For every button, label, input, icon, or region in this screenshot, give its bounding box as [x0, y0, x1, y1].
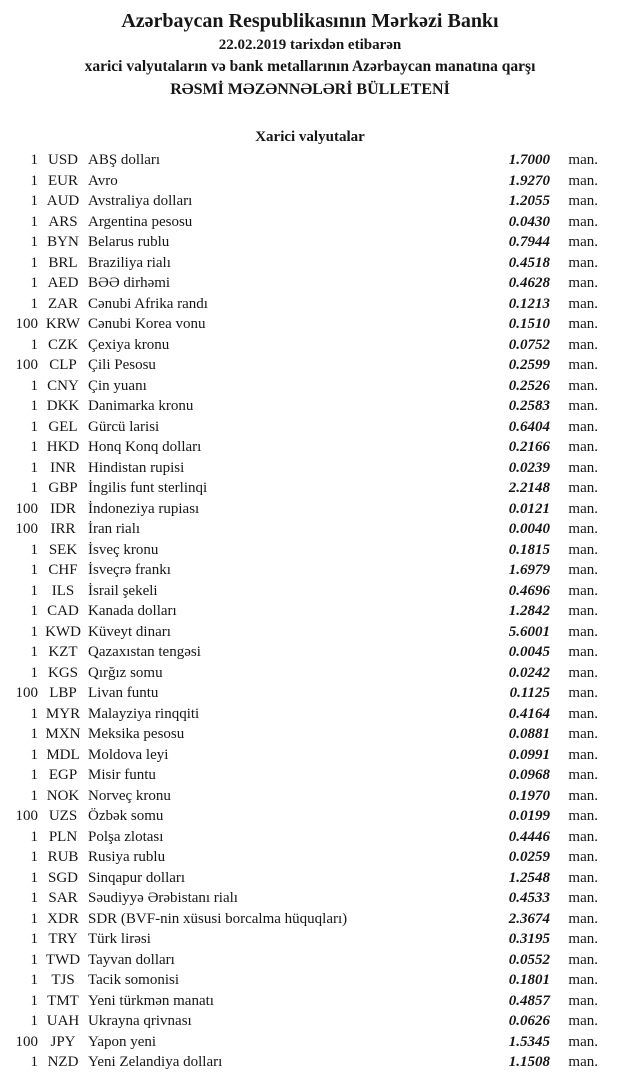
exchange-rates-table [0, 150, 620, 1073]
currency-code: SAR [48, 890, 78, 906]
table-row [0, 335, 598, 356]
currency-code: AUD [46, 193, 80, 209]
currency-name: Tacik somonisi [88, 972, 180, 988]
currency-name: Qazaxıstan tengəsi [88, 644, 201, 660]
currency-code: TWD [45, 951, 81, 968]
quantity-value: 1 [30, 992, 38, 1009]
unit-label: man. [568, 172, 598, 189]
currency-name: Kanada dolları [88, 603, 177, 619]
quantity-value: 1 [30, 275, 38, 291]
rate-value: 0.1213 [508, 295, 550, 312]
currency-name: İsrail şekeli [88, 582, 158, 599]
table-row [0, 868, 598, 889]
table-row [0, 806, 598, 827]
rate-value: 0.1510 [508, 316, 550, 332]
currency-code: GEL [48, 418, 78, 435]
currency-name: ABŞ dolları [88, 152, 161, 168]
currency-code: IRR [50, 521, 76, 537]
rate-value: 0.2583 [508, 398, 550, 414]
quantity-value: 1 [30, 951, 38, 968]
unit-label: man. [568, 623, 598, 640]
unit-label: man. [568, 644, 598, 660]
unit-label: man. [568, 541, 598, 558]
rate-value: 0.4696 [508, 582, 550, 599]
currency-code: ILS [51, 582, 75, 599]
currency-name: Çexiya kronu [88, 336, 170, 353]
unit-label: man. [568, 480, 598, 496]
currency-name: Rusiya rublu [88, 849, 166, 865]
quantity-value: 1 [30, 213, 38, 230]
table-row [0, 622, 598, 643]
rate-value: 0.4518 [508, 254, 550, 271]
rate-value: 0.1815 [508, 541, 550, 558]
unit-label: man. [568, 152, 598, 168]
currency-name: Səudiyyə Ərəbistanı rialı [88, 890, 238, 906]
rate-value: 0.3195 [508, 931, 550, 947]
quantity-value: 1 [30, 398, 38, 414]
unit-label: man. [568, 254, 598, 271]
table-row [0, 683, 598, 704]
quantity-value: 100 [15, 808, 38, 824]
unit-label: man. [568, 1054, 598, 1070]
currency-name: Honq Konq dolları [88, 439, 202, 455]
currency-name: Avro [88, 172, 118, 189]
unit-label: man. [568, 705, 598, 722]
unit-label: man. [568, 787, 598, 804]
unit-label: man. [568, 562, 598, 578]
unit-label: man. [568, 808, 598, 824]
table-row [0, 540, 598, 561]
currency-name: Sinqapur dolları [88, 869, 186, 886]
quantity-value: 1 [30, 1013, 38, 1029]
currency-code: ZAR [48, 295, 78, 312]
quantity-value: 1 [30, 172, 38, 189]
bulletin-title: RƏSMİ MƏZƏNNƏLƏRİ BÜLLETENİ [170, 81, 450, 98]
quantity-value: 1 [30, 152, 38, 168]
rate-value: 0.1801 [508, 972, 550, 988]
currency-code: RUB [47, 849, 79, 865]
table-row [0, 273, 598, 294]
currency-name: Avstraliya dolları [88, 193, 193, 209]
table-row [0, 704, 598, 725]
unit-label: man. [568, 767, 598, 783]
rate-value: 0.0991 [508, 746, 550, 763]
quantity-value: 1 [30, 1054, 38, 1070]
rate-value: 0.2166 [508, 439, 550, 455]
currency-name: Braziliya rialı [88, 254, 171, 271]
quantity-value: 1 [30, 562, 38, 578]
table-row [0, 1011, 598, 1032]
quantity-value: 100 [15, 316, 38, 332]
unit-label: man. [568, 357, 598, 373]
unit-label: man. [568, 582, 598, 599]
quantity-value: 1 [30, 644, 38, 660]
table-row [0, 581, 598, 602]
currency-name: Moldova leyi [88, 746, 169, 763]
unit-label: man. [568, 398, 598, 414]
unit-label: man. [568, 418, 598, 435]
quantity-value: 1 [30, 480, 38, 496]
currency-name: Misir funtu [88, 767, 156, 783]
bulletin-header [0, 0, 620, 101]
currency-name: Belarus rublu [88, 234, 170, 250]
unit-label: man. [568, 193, 598, 209]
rate-value: 0.0040 [508, 521, 550, 537]
table-row [0, 232, 598, 253]
table-row [0, 1052, 598, 1073]
quantity-value: 1 [30, 746, 38, 763]
rate-value: 2.2148 [508, 480, 550, 496]
quantity-value: 1 [30, 849, 38, 865]
table-row [0, 991, 598, 1012]
currency-name: Yeni türkmən manatı [88, 992, 214, 1009]
table-row [0, 294, 598, 315]
unit-label: man. [568, 377, 598, 394]
currency-code: USD [47, 152, 78, 168]
scope-line: xarici valyutaların və bank metallarının Azərbaycan manatına qarşı [84, 58, 536, 75]
table-row [0, 314, 598, 335]
table-row [0, 171, 598, 192]
currency-code: SEK [48, 541, 78, 558]
quantity-value: 1 [30, 910, 38, 927]
table-row [0, 950, 598, 971]
unit-label: man. [568, 439, 598, 455]
table-row [0, 499, 598, 520]
currency-code: JPY [50, 1033, 76, 1050]
table-row [0, 376, 598, 397]
table-row [0, 212, 598, 233]
currency-name: Livan funtu [88, 685, 159, 701]
currency-name: Yeni Zelandiya dolları [88, 1054, 223, 1070]
unit-label: man. [568, 890, 598, 906]
rate-value: 1.2842 [508, 603, 550, 619]
table-row [0, 191, 598, 212]
currency-code: PLN [48, 828, 78, 845]
quantity-value: 1 [30, 972, 38, 988]
rate-value: 0.4533 [508, 890, 550, 906]
currency-code: KRW [45, 316, 81, 332]
unit-label: man. [568, 336, 598, 353]
rate-value: 5.6001 [508, 623, 550, 640]
currency-name: Çin yuanı [88, 377, 147, 394]
currency-name: Norveç kronu [88, 787, 171, 804]
currency-code: SGD [47, 869, 78, 886]
rate-value: 0.4857 [508, 992, 550, 1009]
quantity-value: 1 [30, 295, 38, 312]
currency-code: EGP [48, 767, 78, 783]
quantity-value: 1 [30, 767, 38, 783]
quantity-value: 1 [30, 459, 38, 476]
table-row [0, 1032, 598, 1053]
currency-name: Cənubi Afrika randı [88, 295, 208, 312]
rate-value: 0.0881 [508, 726, 550, 742]
currency-name: İndoneziya rupiası [88, 500, 200, 517]
rate-value: 0.0199 [508, 808, 550, 824]
currency-code: ARS [48, 213, 78, 230]
rate-value: 0.1970 [508, 787, 550, 804]
table-row [0, 765, 598, 786]
rate-value: 0.0239 [508, 459, 550, 476]
quantity-value: 1 [30, 828, 38, 845]
table-row [0, 519, 598, 540]
table-row [0, 355, 598, 376]
rate-value: 0.1125 [509, 685, 550, 701]
currency-name: Meksika pesosu [88, 726, 185, 742]
currency-code: UZS [48, 808, 78, 824]
rate-value: 1.1508 [508, 1054, 550, 1070]
currency-code: INR [50, 459, 76, 476]
currency-code: CAD [47, 603, 79, 619]
table-row [0, 929, 598, 950]
rate-value: 0.4164 [508, 705, 550, 722]
rate-value: 0.0626 [508, 1013, 550, 1029]
table-row [0, 847, 598, 868]
quantity-value: 1 [30, 664, 38, 681]
bank-name-title: Azərbaycan Respublikasının Mərkəzi Bankı [121, 10, 499, 32]
rate-value: 0.0121 [508, 500, 550, 517]
quantity-value: 1 [30, 890, 38, 906]
currency-name: Tayvan dolları [88, 951, 175, 968]
rate-value: 0.2599 [508, 357, 550, 373]
unit-label: man. [568, 1013, 598, 1029]
unit-label: man. [568, 869, 598, 886]
currency-code: TJS [51, 972, 75, 988]
currency-name: Özbək somu [88, 808, 164, 824]
table-row [0, 745, 598, 766]
unit-label: man. [568, 828, 598, 845]
unit-label: man. [568, 603, 598, 619]
currency-name: Gürcü larisi [88, 418, 160, 435]
rate-value: 1.7000 [508, 152, 550, 168]
currency-name: Hindistan rupisi [88, 459, 185, 476]
currency-name: İngilis funt sterlinqi [88, 480, 208, 496]
currency-name: Malayziya rinqqiti [88, 705, 200, 722]
quantity-value: 100 [15, 357, 38, 373]
currency-code: KWD [45, 623, 81, 640]
unit-label: man. [568, 459, 598, 476]
currency-code: KZT [48, 644, 78, 660]
currency-name: İsveç kronu [88, 541, 159, 558]
unit-label: man. [568, 664, 598, 681]
rate-value: 1.9270 [508, 172, 550, 189]
unit-label: man. [568, 275, 598, 291]
unit-label: man. [568, 521, 598, 537]
currency-code: GBP [48, 480, 78, 496]
quantity-value: 1 [30, 931, 38, 947]
table-row [0, 724, 598, 745]
quantity-value: 1 [30, 582, 38, 599]
table-row [0, 909, 598, 930]
currency-code: CLP [49, 357, 77, 373]
quantity-value: 1 [30, 377, 38, 394]
unit-label: man. [568, 726, 598, 742]
quantity-value: 1 [30, 726, 38, 742]
table-row [0, 458, 598, 479]
rate-value: 0.6404 [508, 418, 550, 435]
quantity-value: 1 [30, 439, 38, 455]
currency-name: Küveyt dinarı [88, 623, 171, 640]
quantity-value: 1 [30, 869, 38, 886]
unit-label: man. [568, 931, 598, 947]
unit-label: man. [568, 316, 598, 332]
rate-value: 0.0045 [508, 644, 550, 660]
quantity-value: 1 [30, 254, 38, 271]
currency-code: BRL [48, 254, 78, 271]
currency-code: UAH [46, 1013, 80, 1029]
table-row [0, 396, 598, 417]
rate-value: 1.2055 [508, 193, 550, 209]
table-row [0, 827, 598, 848]
rate-value: 2.3674 [508, 910, 550, 927]
currency-code: MYR [45, 705, 81, 722]
rate-value: 1.6979 [508, 562, 550, 578]
currency-code: MXN [45, 726, 81, 742]
quantity-value: 100 [15, 1033, 38, 1050]
rate-value: 0.4446 [508, 828, 550, 845]
currency-name: Argentina pesosu [88, 213, 193, 230]
unit-label: man. [568, 500, 598, 517]
currency-name: BƏƏ dirhəmi [88, 275, 171, 291]
currency-code: HKD [46, 439, 80, 455]
unit-label: man. [568, 849, 598, 865]
currency-code: CNY [47, 377, 79, 394]
currency-code: XDR [47, 910, 79, 927]
unit-label: man. [568, 910, 598, 927]
quantity-value: 100 [15, 500, 38, 517]
rate-value: 0.0259 [508, 849, 550, 865]
currency-name: Ukrayna qrivnası [88, 1013, 192, 1029]
section-title-foreign-currencies: Xarici valyutalar [255, 129, 365, 145]
quantity-value: 1 [30, 603, 38, 619]
currency-name: Cənubi Korea vonu [88, 316, 206, 332]
table-row [0, 786, 598, 807]
rate-value: 0.2526 [508, 377, 550, 394]
quantity-value: 1 [30, 623, 38, 640]
quantity-value: 1 [30, 787, 38, 804]
table-row [0, 642, 598, 663]
table-row [0, 663, 598, 684]
table-row [0, 253, 598, 274]
effective-date-line: 22.02.2019 tarixdən etibarən [218, 37, 402, 53]
rate-value: 0.0968 [508, 767, 550, 783]
currency-code: TRY [48, 931, 78, 947]
currency-name: SDR (BVF-nin xüsusi borcalma hüquqları) [88, 910, 348, 927]
rate-value: 0.0242 [508, 664, 550, 681]
table-row [0, 560, 598, 581]
quantity-value: 1 [30, 418, 38, 435]
rate-value: 1.2548 [508, 869, 550, 886]
rate-value: 1.5345 [508, 1033, 550, 1050]
currency-code: TMT [47, 992, 79, 1009]
unit-label: man. [568, 295, 598, 312]
quantity-value: 1 [30, 234, 38, 250]
currency-code: DKK [46, 398, 80, 414]
table-row [0, 601, 598, 622]
currency-name: İran rialı [88, 521, 141, 537]
currency-code: CHF [48, 562, 78, 578]
currency-name: Çili Pesosu [88, 357, 156, 373]
currency-name: Türk lirəsi [88, 931, 151, 947]
currency-code: AED [47, 275, 79, 291]
currency-name: Danimarka kronu [88, 398, 194, 414]
rate-value: 0.0552 [508, 951, 550, 968]
unit-label: man. [568, 213, 598, 230]
quantity-value: 1 [30, 705, 38, 722]
table-row [0, 417, 598, 438]
quantity-value: 1 [30, 336, 38, 353]
currency-code: CZK [48, 336, 78, 353]
currency-name: Yapon yeni [88, 1033, 157, 1050]
unit-label: man. [568, 972, 598, 988]
table-row [0, 970, 598, 991]
unit-label: man. [568, 746, 598, 763]
currency-code: NZD [47, 1054, 79, 1070]
quantity-value: 100 [15, 685, 38, 701]
unit-label: man. [568, 234, 598, 250]
quantity-value: 1 [30, 193, 38, 209]
currency-code: BYN [47, 234, 79, 250]
unit-label: man. [568, 992, 598, 1009]
currency-code: IDR [50, 500, 76, 517]
currency-name: Polşa zlotası [88, 828, 164, 845]
currency-code: EUR [48, 172, 78, 189]
table-row [0, 478, 598, 499]
unit-label: man. [568, 951, 598, 968]
currency-code: LBP [49, 685, 77, 701]
unit-label: man. [568, 1033, 598, 1050]
quantity-value: 100 [15, 521, 38, 537]
rate-value: 0.0430 [508, 213, 550, 230]
currency-name: Qırğız somu [88, 664, 163, 681]
currency-code: MDL [46, 746, 80, 763]
unit-label: man. [568, 685, 598, 701]
quantity-value: 1 [30, 541, 38, 558]
table-row [0, 150, 598, 171]
rate-value: 0.4628 [508, 275, 550, 291]
currency-code: KGS [47, 664, 78, 681]
table-row [0, 437, 598, 458]
currency-code: NOK [46, 787, 80, 804]
rate-value: 0.0752 [508, 336, 550, 353]
currency-name: İsveçrə frankı [88, 562, 171, 578]
table-row [0, 888, 598, 909]
rate-value: 0.7944 [508, 234, 550, 250]
